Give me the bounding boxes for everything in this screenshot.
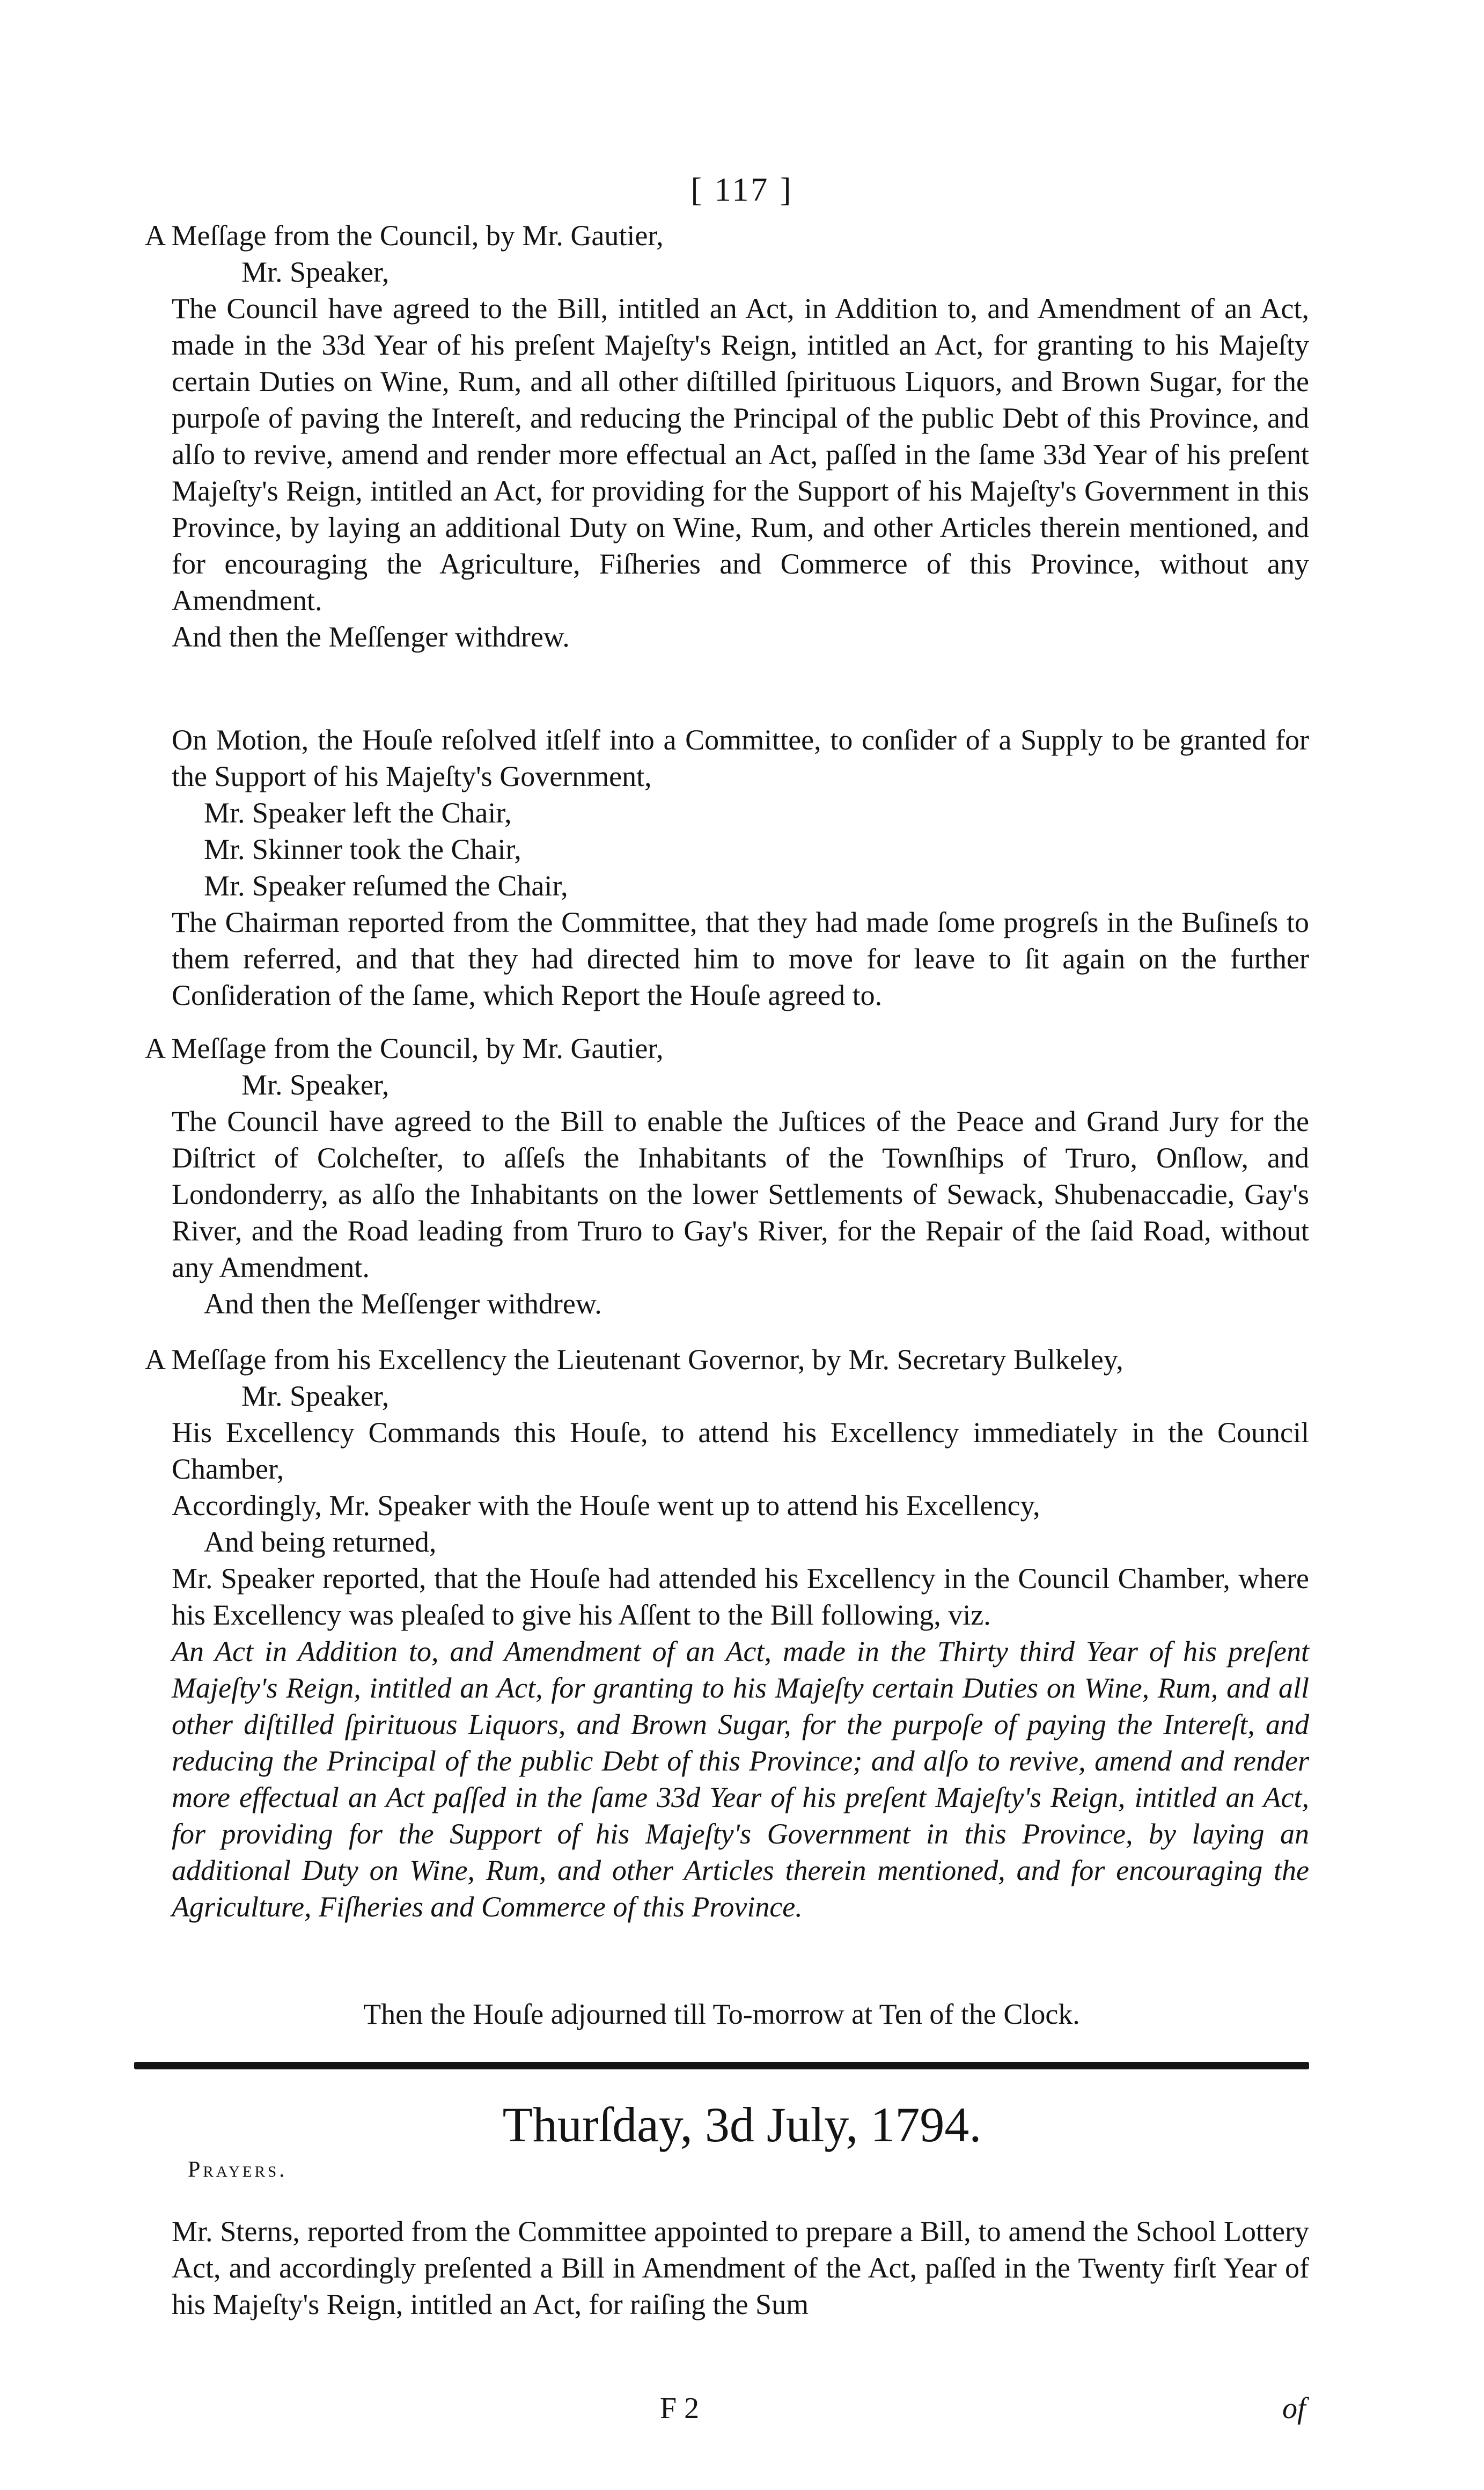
- report-text: Mr. Sterns, reported from the Committee appointed to prepare a Bill, to amend the School Lottery Act, and accordingly preſented a Bill in Amendment of the Act, paſſed in the Twenty firſt Year of his Majeſty's Reign, intitled an Act, for raiſing the Sum: [172, 2215, 1309, 2320]
- catchword: of: [1282, 2392, 1306, 2425]
- speaker-report: Mr. Speaker reported, that the Houſe had attended his Excellency in the Council Chamber, where his Excellency was pleaſed to give his Aſſent to the Bill following, viz.: [172, 1562, 1309, 1631]
- adjournment: [134, 1996, 1309, 2032]
- signature-mark: F 2: [660, 2392, 700, 2425]
- chairman-report: The Chairman reported from the Committee, that they had made ſome progreſs in the Buſineſs to them referred, and that they had directed him to move for leave to ſit again on the further Conſideration of the ſame, which Report the Houſe agreed to.: [172, 906, 1309, 1011]
- date-heading: Thurſday, 3d July, 1794.: [502, 2097, 982, 2152]
- messenger-withdrew: And then the Meſſenger withdrew.: [204, 1288, 602, 1320]
- page-number: [ 117 ]: [690, 172, 794, 208]
- adjournment-text: Then the Houſe adjourned till To-morrow at Ten of the Clock.: [363, 1998, 1080, 2030]
- council-message-supply-act: [134, 217, 1309, 655]
- governor-message: [134, 1341, 1309, 1925]
- speaker-resumed-chair: Mr. Speaker reſumed the Chair,: [204, 870, 568, 902]
- act-title: An Act in Addition to, and Amendment of an Act, made in the Thirty third Year of his preſent Majeſty's Reign, intitled an Act, for granting to his Majeſty certain Duties on Wine, Rum, and all other diſtilled ſpirituous Liquors, and Brown Sugar, for the purpoſe of paying the Intereſt, and reducing the Principal of the public Debt of this Province; and alſo to revive, amend and render more effectual an Act paſſed in the ſame 33d Year of his preſent Majeſty's Reign, intitled an Act, for providing for the Support of his Majeſty's Government in this Province, by laying an additional Duty on Wine, Rum, and other Articles therein mentioned, and for encouraging the Agriculture, Fiſheries and Commerce of this Province.: [172, 1635, 1309, 1923]
- skinner-took-chair: Mr. Skinner took the Chair,: [204, 833, 521, 865]
- salutation: Mr. Speaker,: [241, 1069, 390, 1101]
- lottery-act-report: [134, 2213, 1309, 2323]
- message-body: The Council have agreed to the Bill, intitled an Act, in Addition to, and Amendment of an Act, made in the 33d Year of his preſent Majeſty's Reign, intitled an Act, for granting to his Majeſty certain Duties on Wine, Rum, and all other diſtilled ſpirituous Liquors, and Brown Sugar, for the purpoſe of paving the Intereſt, and reducing the Principal of the public Debt of this Province, and alſo to revive, amend and render more effectual an Act, paſſed in the ſame 33d Year of his preſent Majeſty's Reign, intitled an Act, for providing for the Support of his Majeſty's Government in this Province, by laying an additional Duty on Wine, Rum, and other Articles therein mentioned, and for encouraging the Agriculture, Fiſheries and Commerce of this Province, without any Amendment.: [172, 292, 1309, 616]
- section-divider: [134, 2062, 1309, 2069]
- accordingly-text: Accordingly, Mr. Speaker with the Houſe went up to attend his Excellency,: [172, 1489, 1040, 1522]
- council-message-road-bill: [134, 1030, 1309, 1322]
- motion-text: On Motion, the Houſe reſolved itſelf into a Committee, to conſider of a Supply to be granted for the Support of his Majeſty's Government,: [172, 724, 1309, 792]
- messenger-withdrew: And then the Meſſenger withdrew.: [172, 621, 570, 653]
- salutation: Mr. Speaker,: [241, 1380, 390, 1412]
- command-text: His Excellency Commands this Houſe, to attend his Excellency immediately in the Council Chamber,: [172, 1416, 1309, 1485]
- committee-of-supply: [134, 722, 1309, 1013]
- speaker-left-chair: Mr. Speaker left the Chair,: [204, 797, 512, 829]
- prayers-label: Prayers.: [188, 2157, 288, 2182]
- returned-text: And being returned,: [204, 1526, 437, 1558]
- message-body: The Council have agreed to the Bill to enable the Juſtices of the Peace and Grand Jury for the Diſtrict of Colcheſter, to aſſeſs the Inhabitants of the Townſhips of Truro, Onſlow, and Londonderry, as alſo the Inhabitants on the lower Settlements of Sewack, Shubenaccadie, Gay's River, and the Road leading from Truro to Gay's River, for the Repair of the ſaid Road, without any Amendment.: [172, 1105, 1309, 1283]
- message-heading: A Meſſage from his Excellency the Lieutenant Governor, by Mr. Secretary Bulkeley,: [145, 1343, 1123, 1376]
- salutation: Mr. Speaker,: [241, 256, 390, 288]
- message-heading: A Meſſage from the Council, by Mr. Gautier,: [145, 219, 664, 252]
- message-heading: A Meſſage from the Council, by Mr. Gautier,: [145, 1032, 664, 1064]
